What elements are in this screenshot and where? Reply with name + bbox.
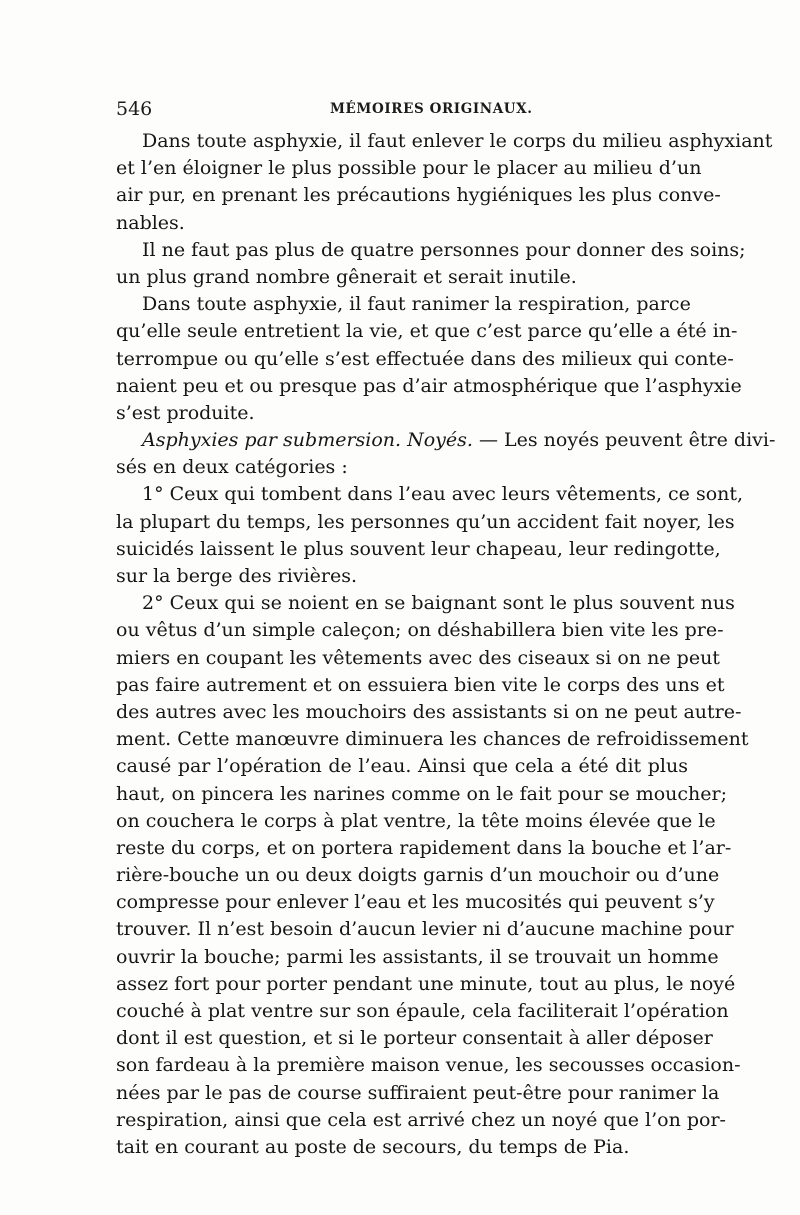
body-text [116,128,776,1161]
text-line: assez fort pour porter pendant une minute, tout au plus, le noyé [116,972,736,995]
text-line: nées par le pas de course suffiraient peut-être pour ranimer la [116,1081,720,1104]
text-line: couché à plat ventre sur son épaule, cela faciliterait l’opération [116,1000,729,1022]
text-line: naient peu et ou presque pas d’air atmosphérique que l’asphyxie [116,374,742,397]
text-line: tait en courant au poste de secours, du temps de Pia. [116,1135,630,1158]
text-line: sur la berge des rivières. [116,565,358,587]
text-line: Dans toute asphyxie, il faut enlever le corps du milieu asphyxiant [142,130,773,152]
text-line: des autres avec les mouchoirs des assistants si on ne peut autre- [116,700,742,723]
text-line: dont il est question, et si le porteur consentait à aller déposer [116,1027,713,1050]
text-line: Il ne faut pas plus de quatre personnes pour donner des soins; [142,238,746,261]
text-line: 2° Ceux qui se noient en se baignant sont le plus souvent nus [142,592,735,615]
text-line: haut, on pincera les narines comme on le fait pour se moucher; [116,782,728,805]
text-line: ou vêtus d’un simple caleçon; on déshabillera bien vite les pre- [116,619,724,642]
text-line: terrompue ou qu’elle s’est effectuée dans des milieux qui conte- [116,347,734,370]
page-number: 546 [116,98,153,120]
text-line: reste du corps, et on portera rapidement dans la bouche et l’ar- [116,836,732,859]
text-line: qu’elle seule entretient la vie, et que c’est parce qu’elle a été in- [116,320,738,343]
running-title: MÉMOIRES ORIGINAUX. [330,101,533,117]
text-line: nables. [116,211,185,234]
text-line: un plus grand nombre gênerait et serait inutile. [116,265,577,288]
text-line: compresse pour enlever l’eau et les mucosités qui peuvent s’y [116,891,715,914]
text-line: suicidés laissent le plus souvent leur chapeau, leur redingotte, [116,537,721,560]
text-line: trouver. Il n’est besoin d’aucun levier ni d’aucune machine pour [116,918,734,941]
text-line: respiration, ainsi que cela est arrivé chez un noyé que l’on por- [116,1108,726,1131]
text-line: air pur, en prenant les précautions hygiéniques les plus conve- [116,184,721,207]
text-line: on couchera le corps à plat ventre, la tête moins élevée que le [116,809,716,832]
text-line: causé par l’opération de l’eau. Ainsi que cela a été dit plus [116,755,688,778]
text-line: sés en deux catégories : [116,456,348,479]
text-line: ment. Cette manœuvre diminuera les chances de refroidissement [116,728,749,751]
text-line: la plupart du temps, les personnes qu’un accident fait noyer, les [116,510,735,533]
page-header [116,98,688,124]
text-line: rière-bouche un ou deux doigts garnis d’un mouchoir ou d’une [116,864,720,887]
text-line: pas faire autrement et on essuiera bien vite le corps des uns et [116,673,725,696]
text-line: miers en coupant les vêtements avec des ciseaux si on ne peut [116,646,720,669]
text-line: s’est produite. [116,401,255,424]
text-line: ouvrir la bouche; parmi les assistants, il se trouvait un homme [116,945,719,968]
section-heading-rest: — Les noyés peuvent être divi- [472,429,776,452]
text-line: son fardeau à la première maison venue, les secousses occasion- [116,1054,741,1077]
text-line: Dans toute asphyxie, il faut ranimer la respiration, parce [142,293,691,316]
text-line: et l’en éloigner le plus possible pour le placer au milieu d’un [116,157,702,180]
text-line: 1° Ceux qui tombent dans l’eau avec leurs vêtements, ce sont, [142,483,744,506]
section-title: Asphyxies par submersion. Noyés. [142,429,473,452]
section-heading-line [116,427,776,454]
